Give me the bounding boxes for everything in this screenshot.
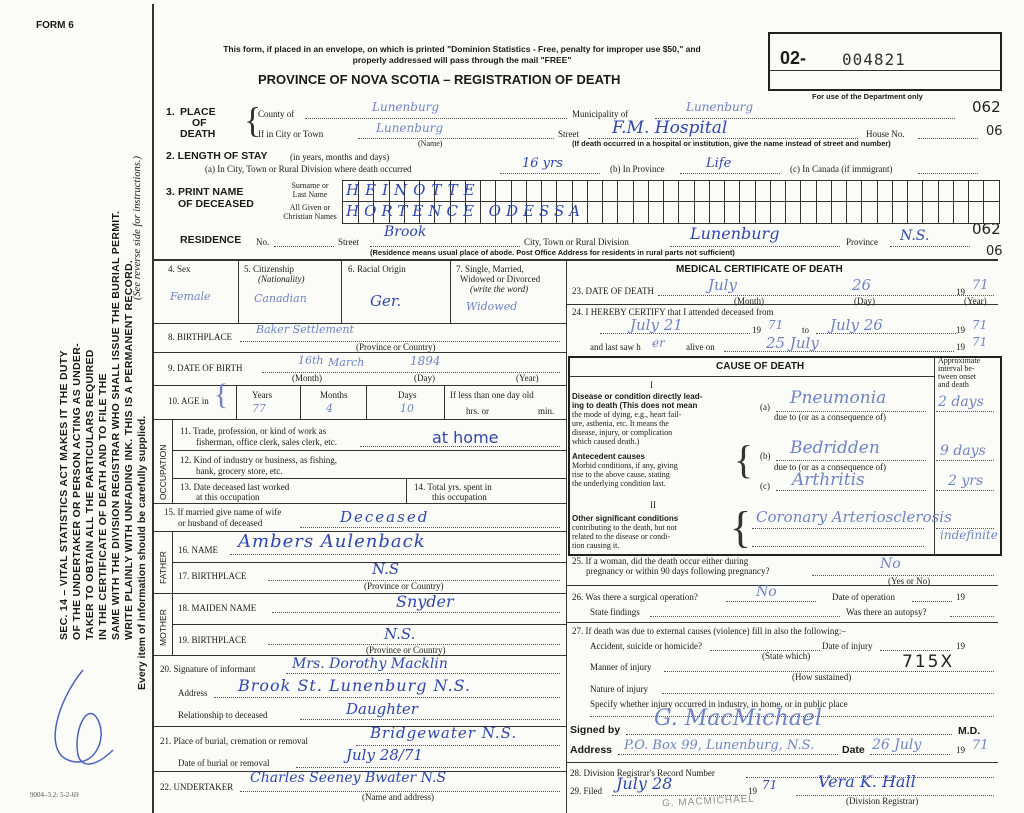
q27-19: 19 [956,641,965,651]
marital-label-1: 7. Single, Married, [456,264,524,274]
form-code: 9004–3.2: 5-2-69 [30,791,79,799]
q28-label: 28. Division Registrar's Record Number [570,768,715,778]
burial-place[interactable]: Bridgewater N.S. [370,724,518,742]
other-conditions[interactable]: Coronary Arteriosclerosis [756,508,952,526]
grid-cell-divider [953,181,954,223]
form-label: FORM 6 [36,20,74,31]
name-note: (Name) [418,139,443,148]
q1-label-place: PLACE [180,106,216,118]
q27-specify-label: Specify whether injury occurred in industry, in home, or in public place [590,699,848,709]
to-year[interactable]: 71 [972,318,988,332]
grid-cell-divider [816,181,817,223]
alive-label: alive on [686,342,715,352]
age-years-l: Years [252,390,273,400]
last-saw-h[interactable]: er [652,336,665,350]
residence-note: (Residence means usual place of abode. Post Office Address for residents in rural parts not sufficient) [370,248,735,257]
informant-addr-label: Address [178,688,208,698]
dis-label-5: disease, injury, or complication [572,428,673,437]
given-value[interactable]: HORTENCE ODESSA [346,202,586,220]
grid-cell-divider [907,181,908,223]
dod-19: 19 [956,287,965,297]
q11-label-2: fisherman, office clerk, sales clerk, etc. [196,437,338,447]
q14-label-1: 14. Total yrs. spent in [414,482,492,492]
residence-street-label: Street [338,237,359,247]
ant-label-3: rise to the above cause, stating [572,470,670,479]
cause-b-label: (b) [760,451,771,461]
q11-value[interactable]: at home [432,428,499,447]
address-value[interactable]: P.O. Box 99, Lunenburg, N.S. [624,738,815,753]
last-saw-label: and last saw h [590,342,641,352]
sex-label: 4. Sex [168,264,191,274]
grid-cell-divider [724,181,725,223]
alive-year[interactable]: 71 [972,335,988,349]
q13-label-2: at this occupation [196,492,260,502]
from-year[interactable]: 71 [768,318,784,332]
hospital-note: (If death occurred in a hospital or institution, give the name instead of street and number) [572,139,891,148]
dob-day-written[interactable]: 16th [298,354,324,367]
date-year[interactable]: 71 [972,738,989,753]
city-value[interactable]: Lunenburg [376,121,444,135]
grid-cell-divider [999,181,1000,223]
sex-value[interactable]: Female [170,290,211,303]
dod-day-l: (Day) [854,296,875,306]
q27-date-label: Date of injury [822,641,873,651]
residence-city-label: City, Town or Rural Division [524,237,629,247]
dis-label-1: Disease or condition directly lead- [572,392,703,401]
reg-number: 004821 [842,50,906,69]
dod-day[interactable]: 26 [852,276,872,294]
age-months[interactable]: 4 [326,402,333,415]
mother-maiden-label: 18. MAIDEN NAME [178,603,257,613]
cause-a[interactable]: Pneumonia [790,388,887,408]
mother-side-label: MOTHER [158,609,168,646]
margin-rule [152,4,154,813]
filed-year[interactable]: 71 [762,778,778,792]
code-2: 06 [986,124,1003,139]
cause-title: CAUSE OF DEATH [716,361,805,372]
from-date[interactable]: July 21 [630,316,683,334]
mother-bp[interactable]: N.S. [384,625,416,643]
grid-cell-divider [709,181,710,223]
q26-value[interactable]: No [756,584,777,600]
q27-mark: 715X [902,652,955,672]
dis-label-6: which caused death.) [572,437,640,446]
side-line-8: Every item of information should be carefully supplied. [136,415,148,690]
dob-month[interactable]: March [328,356,365,369]
residence-city[interactable]: Lunenburg [690,224,780,243]
city-label: If in City or Town [258,129,324,139]
q25-label-1: 25. If a woman, did the death occur either during [572,556,749,566]
q25-label-2: pregnancy or within 90 days following pregnancy? [586,566,770,576]
surname-label-2: Last Name [292,190,328,199]
q3-num: 3. [166,186,175,198]
given-label-2: Christian Names [283,212,337,221]
grid-cell-divider [648,181,649,223]
code-1: 062 [972,98,1001,116]
dis-label-3: the mode of dying, e.g., heart fail- [572,410,682,419]
residence-street[interactable]: Brook [384,224,427,240]
q2c-label: (c) In Canada (if immigrant) [790,164,893,174]
ant-label-4: the underlying condition last. [572,479,666,488]
date-label: Date [842,744,865,756]
municipality-value[interactable]: Lunenburg [686,100,754,114]
registration-box [768,32,1002,91]
mail-notice: This form, if placed in an envelope, on which is printed "Dominion Statistics - Free, penalty for improper use $50," and properly addressed will pass through the mail "FREE" [223,44,701,65]
cause-b-interval[interactable]: 9 days [940,443,986,459]
municipality-label: Municipality of [572,109,629,119]
grid-cell-divider [739,181,740,223]
q2-label: 2. LENGTH OF STAY [166,150,268,162]
q2b-value[interactable]: Life [706,156,732,171]
alive-19: 19 [956,342,965,352]
grid-cell-divider [602,181,603,223]
to-date[interactable]: July 26 [830,316,883,334]
undertaker-sub: (Name and address) [362,792,434,802]
birthplace-value[interactable]: Baker Settlement [256,323,354,336]
dod-month-l: (Month) [734,296,764,306]
reg-prefix: 02- [780,48,807,68]
citizenship-label: 5. Citizenship [244,264,294,274]
mother-maiden[interactable]: Snyder [396,592,454,611]
burial-date-label: Date of burial or removal [178,758,270,768]
grid-cell-divider [587,181,588,223]
q25-value[interactable]: No [880,556,901,572]
q27-nature-label: Nature of injury [590,684,648,694]
dod-year-l: (Year) [964,296,987,306]
q26-state-label: State findings [590,607,640,617]
interval-label-1: Approximate [938,356,981,365]
surname-value[interactable]: HEINOTTE [346,181,481,199]
q27-label: 27. If death was due to external causes (violence) fill in also the following:– [572,626,846,636]
mother-bp-label: 19. BIRTHPLACE [178,635,247,645]
q15-label-1: 15. If married give name of wife [164,507,282,517]
filed-19: 19 [748,786,757,796]
ant-label-1: Antecedent causes [572,452,645,461]
dob-year[interactable]: 1894 [410,354,441,368]
to-19: 19 [956,325,965,335]
residence-province-label: Province [846,237,878,247]
q14-label-2: this occupation [432,492,487,502]
q3-label-1: PRINT NAME [178,186,244,198]
cause-b[interactable]: Bedridden [790,438,880,458]
birthplace-sub: (Province or Country) [356,342,436,352]
interval-label-4: and death [938,380,969,389]
grid-cell-divider [938,181,939,223]
dob-day-l: (Day) [414,373,435,383]
age-years[interactable]: 77 [252,402,266,415]
grid-cell-divider [663,181,664,223]
signature-flourish [38,660,138,780]
from-19: 19 [752,325,761,335]
citizenship-sub: (Nationality) [258,274,305,284]
q27-how: (How sustained) [792,672,852,682]
md-label: M.D. [958,725,981,737]
age-lt-day: If less than one day old [450,390,534,400]
q12-label-1: 12. Kind of industry or business, as fishing, [180,455,337,465]
age-min-l: min. [538,406,555,416]
date-value[interactable]: 26 July [872,737,922,753]
q27-which: (State which) [762,651,811,661]
cause-a-label: (a) [760,402,770,412]
signed-value[interactable]: G. MacMichael [654,706,822,731]
filed-date[interactable]: July 28 [616,774,673,793]
dod-year[interactable]: 71 [972,278,989,293]
registrar-sub: (Division Registrar) [846,796,919,806]
given-label-1: All Given or [289,203,331,212]
grid-cell-divider [678,181,679,223]
side-line-4: IN THE CERTIFICATE OF DEATH AND TO FILE THE [97,373,109,640]
burial-place-label: 21. Place of burial, cremation or removal [160,736,308,746]
ant-label-2: Morbid conditions, if any, giving [572,461,678,470]
grid-cell-divider [831,181,832,223]
due-label-1: due to (or as a consequence of) [774,412,886,422]
q26-autopsy-label: Was there an autopsy? [846,607,927,617]
q29-label: 29. Filed [570,786,603,796]
grid-cell-divider [755,181,756,223]
informant-sig-label: 20. Signature of informant [160,664,256,674]
cause-c-interval[interactable]: 2 yrs [948,473,984,489]
burial-date[interactable]: July 28/71 [346,746,423,764]
q15-label-2: or husband of deceased [178,518,263,528]
dis-label-4: ure, asthenia, etc. It means the [572,419,669,428]
racial-label: 6. Racial Origin [348,264,406,274]
code-4: 06 [986,244,1003,259]
other-label-2: contributing to the death, but not [572,523,677,532]
county-value[interactable]: Lunenburg [372,100,440,114]
registrar-value[interactable]: Vera K. Hall [818,772,916,791]
dod-label: 23. DATE OF DEATH [572,286,654,296]
grid-cell-divider [861,181,862,223]
brace: { [244,100,262,140]
q1-num: 1. [166,106,175,118]
grid-cell-divider [785,181,786,223]
side-line-1: SEC. 14 – VITAL STATISTICS ACT MAKES IT THE DUTY [58,350,70,640]
q2-label-small: (in years, months and days) [290,152,390,162]
citizenship-value[interactable]: Canadian [254,292,307,305]
dob-month-l: (Month) [292,373,322,383]
section-ii: II [650,500,656,510]
surname-label-1: Surname or [291,181,329,190]
q1-label-death: DEATH [180,128,216,140]
street-value[interactable]: F.M. Hospital [612,118,728,138]
age-label: 10. AGE in [168,396,209,406]
q2b-label: (b) In Province [610,164,665,174]
code-3: 062 [972,220,1001,238]
grid-cell-divider [968,181,969,223]
q25-sub: (Yes or No) [888,576,931,586]
undertaker-label: 22. UNDERTAKER [160,782,234,792]
date-19: 19 [956,745,965,755]
q15-value[interactable]: Deceased [340,508,430,526]
alive-date[interactable]: 25 July [766,334,819,352]
q26-date-label: Date of operation [832,592,895,602]
q1-label-of: OF [192,117,207,129]
other-label-3: related to the disease or condi- [572,532,670,541]
age-days-l: Days [398,390,417,400]
q11-label-1: 11. Trade, profession, or kind of work as [180,426,327,436]
grid-cell-divider [922,181,923,223]
doctor-stamp: G. MACMICHAEL [661,793,756,810]
side-line-5: SAME WITH THE DIVISION REGISTRAR WHO SHALL ISSUE THE BURIAL PERMIT. [110,210,122,640]
house-label: House No. [866,129,905,139]
grid-cell-divider [617,181,618,223]
dis-label-2: ing to death (This does not mean [572,401,698,410]
dept-note: For use of the Department only [812,92,923,101]
other-interval[interactable]: indefinite [940,528,998,542]
age-days[interactable]: 10 [400,402,414,415]
q2a-value[interactable]: 16 yrs [522,156,563,171]
father-name-label: 16. NAME [178,545,218,555]
q24-label: 24. I HEREBY CERTIFY that I attended deceased from [572,307,774,317]
cause-c-label: (c) [760,481,770,491]
side-line-7: (See reverse side for instructions.) [132,156,143,300]
medical-title: MEDICAL CERTIFICATE OF DEATH [676,264,843,275]
grid-cell-divider [633,181,634,223]
father-name[interactable]: Ambers Aulenback [238,531,426,552]
section-i: I [650,380,653,390]
marital-label-2: Widowed or Divorced [460,274,541,284]
q26-19: 19 [956,592,965,602]
cause-c[interactable]: Arthritis [792,470,865,490]
marital-value[interactable]: Widowed [466,300,518,313]
grid-cell-divider [800,181,801,223]
informant-rel-label: Relationship to deceased [178,710,268,720]
interval-label-2: interval be- [938,364,975,373]
q12-label-2: bank, grocery store, etc. [196,466,283,476]
dod-month[interactable]: July [708,276,737,294]
father-bp-sub: (Province or Country) [364,581,444,591]
occupation-side-label: OCCUPATION [158,444,168,500]
undertaker-value[interactable]: Charles Seeney Bwater N.S [250,770,447,786]
grid-cell-divider [694,181,695,223]
side-line-3: TAKER TO OBTAIN ALL THE PARTICULARS REQUIRED [84,349,96,640]
mother-bp-sub: (Province or Country) [366,645,446,655]
grid-cell-divider [892,181,893,223]
side-line-2: OF THE UNDERTAKER OR PERSON ACTING AS UNDER- [71,343,83,640]
q27-manner-label: Manner of injury [590,662,652,672]
marital-label-3: (write the word) [470,284,529,294]
informant-rel[interactable]: Daughter [346,700,418,718]
county-label: County of [258,109,295,119]
q27-acc-label: Accident, suicide or homicide? [590,641,702,651]
grid-cell-divider [846,181,847,223]
side-line-6: WRITE PLAINLY WITH UNFADING INK. THIS IS A PERMANENT RECORD. [123,259,135,640]
signed-label: Signed by [570,724,621,736]
cause-a-interval[interactable]: 2 days [938,394,984,410]
father-side-label: FATHER [158,551,168,584]
other-label-4: tion causing it. [572,541,620,550]
informant-sig[interactable]: Mrs. Dorothy Macklin [292,656,448,672]
residence-label: RESIDENCE [180,234,242,246]
grid-cell-divider [983,181,984,223]
dob-label: 9. DATE OF BIRTH [168,363,243,373]
interval-label-3: tween onset [938,372,976,381]
street-label: Street [558,129,579,139]
racial-value[interactable]: Ger. [370,292,402,310]
q26-label: 26. Was there a surgical operation? [572,592,698,602]
residence-no-label: No. [256,237,270,247]
q2a-label: (a) In City, Town or Rural Division where death occurred [205,164,412,174]
grid-cell-divider [877,181,878,223]
q13-label-1: 13. Date deceased last worked [180,482,290,492]
due-label-2: due to (or as a consequence of) [774,462,886,472]
grid-cell-divider [770,181,771,223]
informant-addr[interactable]: Brook St. Lunenburg N.S. [238,676,472,695]
father-bp-label: 17. BIRTHPLACE [178,571,247,581]
form-title: PROVINCE OF NOVA SCOTIA – REGISTRATION OF DEATH [258,72,621,87]
father-bp[interactable]: N.S [372,560,400,578]
to-label: to [802,325,810,335]
age-hrs-l: hrs. or [466,406,489,416]
age-months-l: Months [320,390,348,400]
dob-year-l: (Year) [516,373,539,383]
residence-province[interactable]: N.S. [900,228,930,244]
address-label: Address [570,744,613,756]
other-label-1: Other significant conditions [572,514,679,523]
birthplace-label: 8. BIRTHPLACE [168,332,232,342]
q3-label-2: OF DECEASED [178,198,254,210]
